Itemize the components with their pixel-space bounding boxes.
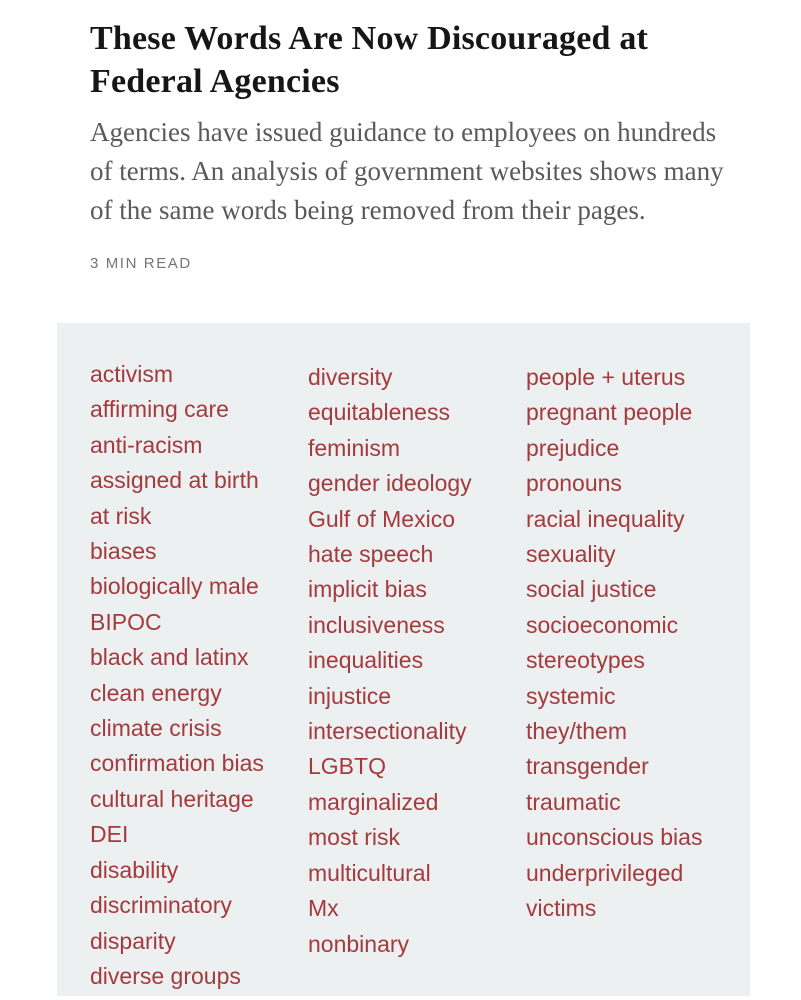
read-time-label: 3 MIN READ (90, 255, 192, 272)
discouraged-word: hate speech (308, 541, 434, 568)
discouraged-word: intersectionality (308, 718, 467, 745)
discouraged-word: DEI (90, 821, 129, 848)
discouraged-word: systemic (526, 682, 616, 709)
discouraged-word: biologically male (90, 573, 259, 600)
discouraged-word: most risk (308, 824, 400, 851)
discouraged-word: nonbinary (308, 930, 410, 957)
discouraged-word: injustice (308, 682, 392, 709)
discouraged-word: socioeconomic (526, 611, 679, 638)
discouraged-word: black and latinx (90, 644, 249, 671)
discouraged-word: they/them (526, 718, 627, 745)
discouraged-word: underprivileged (526, 859, 684, 886)
discouraged-word: multicultural (308, 859, 431, 886)
discouraged-word: marginalized (308, 788, 439, 815)
discouraged-word: pregnant people (526, 399, 693, 426)
discouraged-word: traumatic (526, 788, 621, 815)
discouraged-word: climate crisis (90, 715, 222, 742)
word-column-2 (308, 357, 526, 996)
discouraged-word: diversity (308, 364, 393, 390)
discouraged-word: activism (90, 361, 174, 387)
discouraged-word: Gulf of Mexico (308, 505, 455, 532)
word-column-1 (90, 357, 308, 996)
discouraged-word: feminism (308, 434, 401, 461)
discouraged-word: disability (90, 856, 179, 883)
discouraged-word: discriminatory (90, 892, 232, 919)
article-header (0, 0, 801, 272)
article-deck: Agencies have issued guidance to employees on hundreds of terms. An analysis of government websites shows many of the same words being removed from their pages. (90, 117, 724, 225)
discouraged-word: assigned at birth (90, 467, 259, 494)
discouraged-word: racial inequality (526, 505, 685, 532)
discouraged-word: anti-racism (90, 431, 203, 458)
discouraged-word: people + uterus (526, 364, 686, 390)
discouraged-word: BIPOC (90, 608, 162, 635)
discouraged-word: Mx (308, 895, 339, 922)
page-title: These Words Are Now Discouraged at Federal Agencies (90, 20, 649, 100)
discouraged-word: prejudice (526, 434, 620, 461)
discouraged-word: unconscious bias (526, 824, 703, 851)
discouraged-word: stereotypes (526, 647, 645, 674)
discouraged-words-panel (57, 323, 750, 996)
discouraged-word: disparity (90, 927, 176, 954)
discouraged-word: cultural heritage (90, 785, 254, 812)
discouraged-word: biases (90, 538, 157, 565)
discouraged-word: LGBTQ (308, 753, 386, 780)
discouraged-word: confirmation bias (90, 750, 264, 777)
discouraged-word: transgender (526, 753, 649, 780)
discouraged-word: inclusiveness (308, 611, 445, 638)
discouraged-word: victims (526, 895, 597, 922)
discouraged-word: implicit bias (308, 576, 427, 603)
discouraged-word: social justice (526, 576, 657, 603)
discouraged-word: clean energy (90, 679, 222, 706)
discouraged-word: diverse groups (90, 962, 241, 989)
discouraged-word: equitableness (308, 399, 450, 426)
discouraged-word: sexuality (526, 541, 616, 568)
discouraged-word: gender ideology (308, 470, 472, 497)
discouraged-word: pronouns (526, 470, 622, 497)
discouraged-word: at risk (90, 502, 152, 529)
discouraged-word: affirming care (90, 396, 229, 423)
word-column-3 (526, 357, 750, 996)
discouraged-word: inequalities (308, 647, 424, 674)
